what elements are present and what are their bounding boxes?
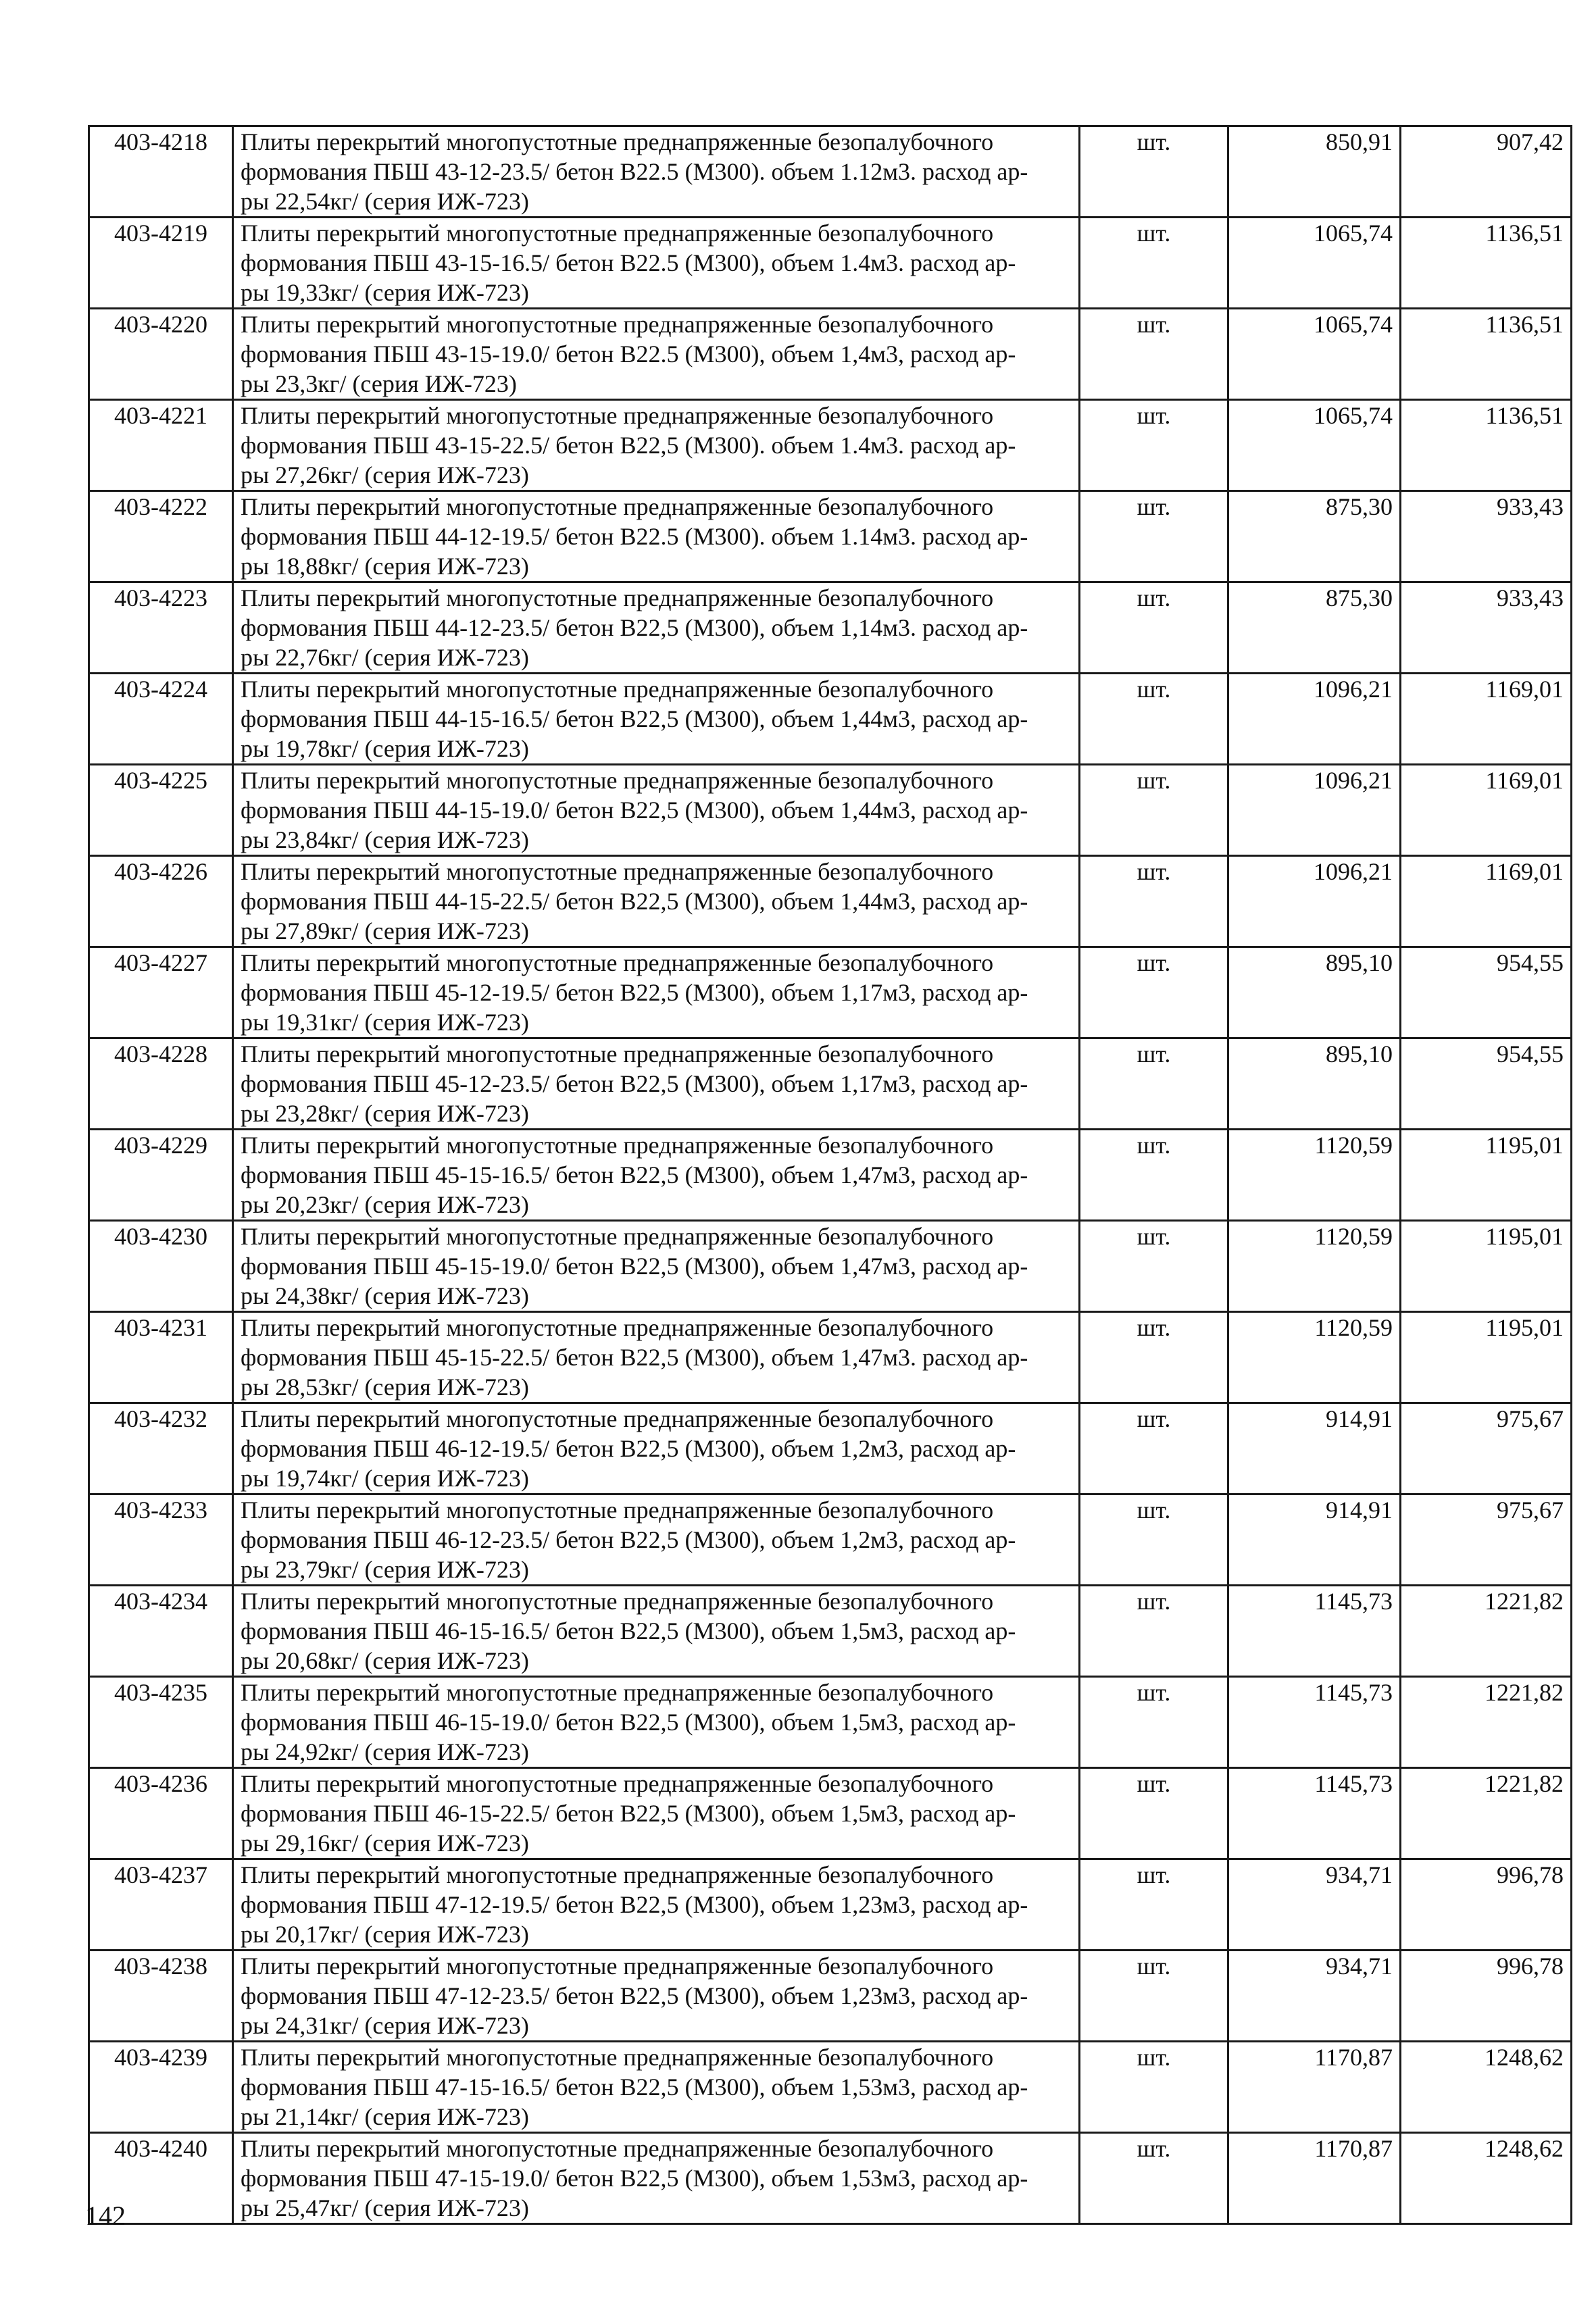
- row-description: Плиты перекрытий многопустотные преднапряженные безопалубочного формования ПБШ 44-12-19.5/ бетон В22.5 (М300). объем 1.14м3. расход ар- ры 18,88кг/ (серия ИЖ-723): [233, 491, 1080, 582]
- row-unit: шт.: [1080, 582, 1228, 674]
- row-unit: шт.: [1080, 1586, 1228, 1677]
- row-code: 403-4239: [89, 2042, 233, 2133]
- row-price-2: 1221,82: [1401, 1768, 1572, 1859]
- row-description: Плиты перекрытий многопустотные преднапряженные безопалубочного формования ПБШ 43-15-22.5/ бетон В22,5 (М300). объем 1.4м3. расход ар- ры 27,26кг/ (серия ИЖ-723): [233, 400, 1080, 491]
- table-row: [89, 2133, 1572, 2224]
- row-unit: шт.: [1080, 309, 1228, 400]
- row-unit: шт.: [1080, 1312, 1228, 1403]
- row-unit: шт.: [1080, 1130, 1228, 1221]
- row-price-2: 1169,01: [1401, 674, 1572, 765]
- row-description: Плиты перекрытий многопустотные преднапряженные безопалубочного формования ПБШ 46-15-22.5/ бетон В22,5 (М300), объем 1,5м3, расход ар- ры 29,16кг/ (серия ИЖ-723): [233, 1768, 1080, 1859]
- row-price-1: 1145,73: [1228, 1677, 1401, 1768]
- row-description: Плиты перекрытий многопустотные преднапряженные безопалубочного формования ПБШ 43-15-19.0/ бетон В22.5 (М300), объем 1,4м3, расход ар- ры 23,3кг/ (серия ИЖ-723): [233, 309, 1080, 400]
- row-unit: шт.: [1080, 1038, 1228, 1130]
- table-row: [89, 582, 1572, 674]
- row-price-2: 996,78: [1401, 1951, 1572, 2042]
- row-price-2: 996,78: [1401, 1859, 1572, 1951]
- row-code: 403-4238: [89, 1951, 233, 2042]
- row-price-1: 934,71: [1228, 1951, 1401, 2042]
- row-price-2: 1169,01: [1401, 856, 1572, 947]
- row-price-2: 1136,51: [1401, 309, 1572, 400]
- row-code: 403-4231: [89, 1312, 233, 1403]
- row-price-1: 875,30: [1228, 491, 1401, 582]
- table-row: [89, 126, 1572, 218]
- row-price-2: 1136,51: [1401, 218, 1572, 309]
- row-description: Плиты перекрытий многопустотные преднапряженные безопалубочного формования ПБШ 45-15-16.5/ бетон В22,5 (М300), объем 1,47м3, расход ар- ры 20,23кг/ (серия ИЖ-723): [233, 1130, 1080, 1221]
- row-code: 403-4228: [89, 1038, 233, 1130]
- price-table: [88, 125, 1572, 2225]
- row-unit: шт.: [1080, 947, 1228, 1038]
- table-row: [89, 218, 1572, 309]
- row-unit: шт.: [1080, 1677, 1228, 1768]
- row-price-2: 1195,01: [1401, 1312, 1572, 1403]
- table-body: [89, 126, 1572, 2224]
- row-code: 403-4218: [89, 126, 233, 218]
- row-price-1: 895,10: [1228, 947, 1401, 1038]
- row-code: 403-4222: [89, 491, 233, 582]
- row-code: 403-4227: [89, 947, 233, 1038]
- row-price-1: 875,30: [1228, 582, 1401, 674]
- row-code: 403-4233: [89, 1494, 233, 1586]
- row-unit: шт.: [1080, 1221, 1228, 1312]
- row-code: 403-4226: [89, 856, 233, 947]
- row-price-1: 914,91: [1228, 1494, 1401, 1586]
- table-row: [89, 1221, 1572, 1312]
- table-row: [89, 1403, 1572, 1494]
- table-row: [89, 400, 1572, 491]
- row-unit: шт.: [1080, 1859, 1228, 1951]
- row-description: Плиты перекрытий многопустотные преднапряженные безопалубочного формования ПБШ 46-15-19.0/ бетон В22,5 (М300), объем 1,5м3, расход ар- ры 24,92кг/ (серия ИЖ-723): [233, 1677, 1080, 1768]
- row-price-1: 1170,87: [1228, 2042, 1401, 2133]
- row-price-1: 1145,73: [1228, 1586, 1401, 1677]
- row-price-2: 1195,01: [1401, 1221, 1572, 1312]
- table-row: [89, 1130, 1572, 1221]
- row-unit: шт.: [1080, 1768, 1228, 1859]
- row-code: 403-4224: [89, 674, 233, 765]
- row-price-1: 1120,59: [1228, 1130, 1401, 1221]
- row-price-2: 1221,82: [1401, 1677, 1572, 1768]
- row-price-2: 975,67: [1401, 1403, 1572, 1494]
- table-row: [89, 491, 1572, 582]
- row-price-1: 1065,74: [1228, 309, 1401, 400]
- row-code: 403-4234: [89, 1586, 233, 1677]
- row-unit: шт.: [1080, 2133, 1228, 2224]
- page-number: 142: [85, 2200, 126, 2231]
- table-row: [89, 1586, 1572, 1677]
- row-code: 403-4220: [89, 309, 233, 400]
- row-code: 403-4219: [89, 218, 233, 309]
- row-code: 403-4225: [89, 765, 233, 856]
- row-price-2: 933,43: [1401, 491, 1572, 582]
- row-description: Плиты перекрытий многопустотные преднапряженные безопалубочного формования ПБШ 44-12-23.5/ бетон В22,5 (М300), объем 1,14м3. расход ар- ры 22,76кг/ (серия ИЖ-723): [233, 582, 1080, 674]
- table-row: [89, 1494, 1572, 1586]
- row-description: Плиты перекрытий многопустотные преднапряженные безопалубочного формования ПБШ 46-12-23.5/ бетон В22,5 (М300), объем 1,2м3, расход ар- ры 23,79кг/ (серия ИЖ-723): [233, 1494, 1080, 1586]
- row-price-1: 934,71: [1228, 1859, 1401, 1951]
- row-price-1: 1096,21: [1228, 765, 1401, 856]
- row-code: 403-4221: [89, 400, 233, 491]
- row-price-2: 933,43: [1401, 582, 1572, 674]
- row-description: Плиты перекрытий многопустотные преднапряженные безопалубочного формования ПБШ 46-15-16.5/ бетон В22,5 (М300), объем 1,5м3, расход ар- ры 20,68кг/ (серия ИЖ-723): [233, 1586, 1080, 1677]
- row-price-2: 907,42: [1401, 126, 1572, 218]
- row-price-2: 954,55: [1401, 1038, 1572, 1130]
- row-price-2: 1195,01: [1401, 1130, 1572, 1221]
- table-row: [89, 1951, 1572, 2042]
- row-price-1: 895,10: [1228, 1038, 1401, 1130]
- row-description: Плиты перекрытий многопустотные преднапряженные безопалубочного формования ПБШ 45-12-23.5/ бетон В22,5 (М300), объем 1,17м3, расход ар- ры 23,28кг/ (серия ИЖ-723): [233, 1038, 1080, 1130]
- row-unit: шт.: [1080, 1951, 1228, 2042]
- row-unit: шт.: [1080, 856, 1228, 947]
- table-row: [89, 2042, 1572, 2133]
- row-description: Плиты перекрытий многопустотные преднапряженные безопалубочного формования ПБШ 47-12-23.5/ бетон В22,5 (М300), объем 1,23м3, расход ар- ры 24,31кг/ (серия ИЖ-723): [233, 1951, 1080, 2042]
- row-price-1: 1065,74: [1228, 400, 1401, 491]
- table-row: [89, 856, 1572, 947]
- row-code: 403-4232: [89, 1403, 233, 1494]
- table-row: [89, 765, 1572, 856]
- table-row: [89, 947, 1572, 1038]
- row-code: 403-4223: [89, 582, 233, 674]
- row-code: 403-4237: [89, 1859, 233, 1951]
- row-description: Плиты перекрытий многопустотные преднапряженные безопалубочного формования ПБШ 46-12-19.5/ бетон В22,5 (М300), объем 1,2м3, расход ар- ры 19,74кг/ (серия ИЖ-723): [233, 1403, 1080, 1494]
- row-unit: шт.: [1080, 1494, 1228, 1586]
- row-description: Плиты перекрытий многопустотные преднапряженные безопалубочного формования ПБШ 43-12-23.5/ бетон В22.5 (М300). объем 1.12м3. расход ар- ры 22,54кг/ (серия ИЖ-723): [233, 126, 1080, 218]
- row-code: 403-4235: [89, 1677, 233, 1768]
- row-unit: шт.: [1080, 2042, 1228, 2133]
- row-unit: шт.: [1080, 126, 1228, 218]
- row-price-2: 1169,01: [1401, 765, 1572, 856]
- row-price-1: 1096,21: [1228, 856, 1401, 947]
- row-price-1: 850,91: [1228, 126, 1401, 218]
- row-description: Плиты перекрытий многопустотные преднапряженные безопалубочного формования ПБШ 47-15-19.0/ бетон В22,5 (М300), объем 1,53м3, расход ар- ры 25,47кг/ (серия ИЖ-723): [233, 2133, 1080, 2224]
- table-row: [89, 1768, 1572, 1859]
- table-row: [89, 1312, 1572, 1403]
- row-price-1: 1145,73: [1228, 1768, 1401, 1859]
- row-price-2: 1248,62: [1401, 2042, 1572, 2133]
- row-description: Плиты перекрытий многопустотные преднапряженные безопалубочного формования ПБШ 47-12-19.5/ бетон В22,5 (М300), объем 1,23м3, расход ар- ры 20,17кг/ (серия ИЖ-723): [233, 1859, 1080, 1951]
- row-description: Плиты перекрытий многопустотные преднапряженные безопалубочного формования ПБШ 44-15-19.0/ бетон В22,5 (М300), объем 1,44м3, расход ар- ры 23,84кг/ (серия ИЖ-723): [233, 765, 1080, 856]
- row-price-1: 1170,87: [1228, 2133, 1401, 2224]
- row-unit: шт.: [1080, 765, 1228, 856]
- row-price-2: 1136,51: [1401, 400, 1572, 491]
- row-description: Плиты перекрытий многопустотные преднапряженные безопалубочного формования ПБШ 44-15-16.5/ бетон В22,5 (М300), объем 1,44м3, расход ар- ры 19,78кг/ (серия ИЖ-723): [233, 674, 1080, 765]
- row-unit: шт.: [1080, 674, 1228, 765]
- row-unit: шт.: [1080, 491, 1228, 582]
- row-price-1: 1065,74: [1228, 218, 1401, 309]
- row-description: Плиты перекрытий многопустотные преднапряженные безопалубочного формования ПБШ 47-15-16.5/ бетон В22,5 (М300), объем 1,53м3, расход ар- ры 21,14кг/ (серия ИЖ-723): [233, 2042, 1080, 2133]
- row-unit: шт.: [1080, 1403, 1228, 1494]
- table-row: [89, 1677, 1572, 1768]
- row-price-1: 1120,59: [1228, 1312, 1401, 1403]
- row-code: 403-4236: [89, 1768, 233, 1859]
- row-code: 403-4229: [89, 1130, 233, 1221]
- row-description: Плиты перекрытий многопустотные преднапряженные безопалубочного формования ПБШ 45-15-22.5/ бетон В22,5 (М300), объем 1,47м3. расход ар- ры 28,53кг/ (серия ИЖ-723): [233, 1312, 1080, 1403]
- row-price-2: 1221,82: [1401, 1586, 1572, 1677]
- row-code: 403-4230: [89, 1221, 233, 1312]
- table-row: [89, 674, 1572, 765]
- row-price-1: 1096,21: [1228, 674, 1401, 765]
- row-unit: шт.: [1080, 400, 1228, 491]
- row-description: Плиты перекрытий многопустотные преднапряженные безопалубочного формования ПБШ 45-12-19.5/ бетон В22,5 (М300), объем 1,17м3, расход ар- ры 19,31кг/ (серия ИЖ-723): [233, 947, 1080, 1038]
- row-price-1: 914,91: [1228, 1403, 1401, 1494]
- row-description: Плиты перекрытий многопустотные преднапряженные безопалубочного формования ПБШ 43-15-16.5/ бетон В22.5 (М300), объем 1.4м3. расход ар- ры 19,33кг/ (серия ИЖ-723): [233, 218, 1080, 309]
- table-row: [89, 1859, 1572, 1951]
- row-unit: шт.: [1080, 218, 1228, 309]
- row-price-2: 975,67: [1401, 1494, 1572, 1586]
- row-description: Плиты перекрытий многопустотные преднапряженные безопалубочного формования ПБШ 44-15-22.5/ бетон В22,5 (М300), объем 1,44м3, расход ар- ры 27,89кг/ (серия ИЖ-723): [233, 856, 1080, 947]
- row-code: 403-4240: [89, 2133, 233, 2224]
- row-price-2: 954,55: [1401, 947, 1572, 1038]
- table-row: [89, 1038, 1572, 1130]
- row-price-1: 1120,59: [1228, 1221, 1401, 1312]
- row-description: Плиты перекрытий многопустотные преднапряженные безопалубочного формования ПБШ 45-15-19.0/ бетон В22,5 (М300), объем 1,47м3, расход ар- ры 24,38кг/ (серия ИЖ-723): [233, 1221, 1080, 1312]
- table-row: [89, 309, 1572, 400]
- row-price-2: 1248,62: [1401, 2133, 1572, 2224]
